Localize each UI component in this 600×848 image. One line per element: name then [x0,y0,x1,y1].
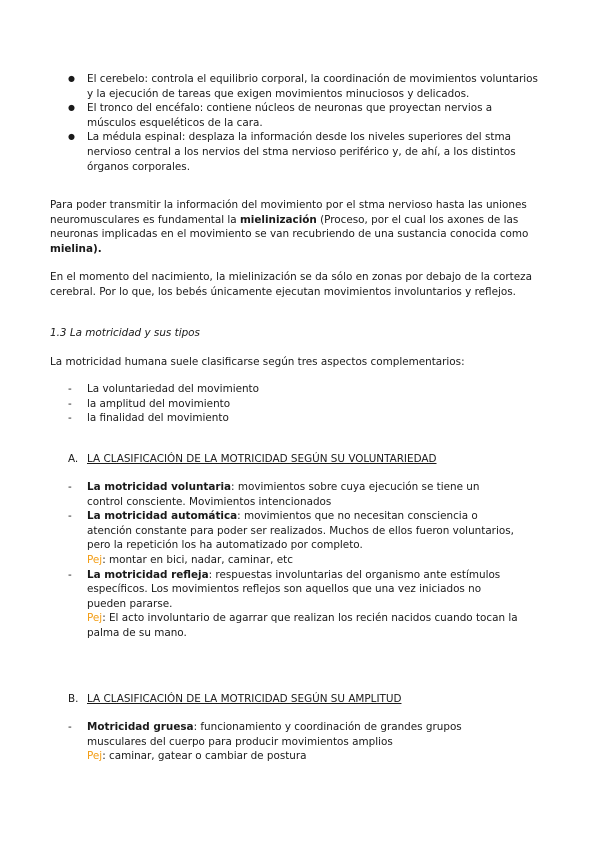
list-item-text: El tronco del encéfalo: contiene núcleos de neuronas que proyectan nervios a músculos esqueléticos de la cara. [87,102,493,129]
definition: : movimientos sobre cuya ejecución se tiene un control consciente. Movimientos intencionados [87,481,480,508]
term: La motricidad refleja [87,568,209,581]
heading-letter: A. [68,453,79,465]
term: La motricidad automática [87,510,238,523]
voluntariedad-list [68,480,518,641]
bullet-icon: ● [68,132,75,142]
bullet-icon: ● [68,74,75,83]
dash-icon: - [68,721,72,733]
intro-paragraph: La motricidad humana suele clasificarse según tres aspectos complementarios: [50,356,465,368]
aspects-list [68,382,518,426]
dash-icon: - [68,510,72,523]
list-item [68,411,518,426]
bold-term: mielina). [50,242,102,255]
definition: : funcionamiento y coordinación de grandes grupos musculares del cuerpo para producir movimientos amplios [87,721,462,748]
section-title: 1.3 La motricidad y sus tipos [50,327,200,339]
list-item-text: la amplitud del movimiento [87,397,231,410]
example-text: : caminar, gatear o cambiar de postura [102,750,307,763]
paragraph-text: Para poder transmitir la información del movimiento por el stma nervioso hasta las uniones neuromusculares es fundamental la [50,199,527,226]
example-label: Pej [87,750,103,763]
list-item [68,101,538,130]
list-item [68,509,518,567]
dash-icon: - [68,383,72,395]
list-item-text: La médula espinal: desplaza la información desde los niveles superiores del stma nervioso central a los nervios del stma nervioso periférico y, de ahí, a los distintos órganos corporales. [87,131,516,173]
list-item [68,480,518,509]
list-item [68,382,518,397]
heading-text: LA CLASIFICACIÓN DE LA MOTRICIDAD SEGÚN SU AMPLITUD [87,693,402,705]
dash-icon: - [68,397,72,410]
nacimiento-paragraph: En el momento del nacimiento, la mielinización se da sólo en zonas por debajo de la corteza cerebral. Por lo que, los bebés únicamente ejecutan movimientos involuntarios y reflejos. [50,271,532,298]
dash-icon: - [68,412,72,425]
definition: : respuestas involuntarias del organismo ante estímulos específicos. Los movimientos reflejos son aquellos que una vez iniciados no pueden pararse. [87,568,501,610]
list-item [68,568,518,641]
amplitud-list [68,720,518,764]
list-item [68,720,518,764]
definition: : movimientos que no necesitan consciencia o atención constante para poder ser realizados. Muchos de ellos fueron voluntarios, pero la repetición los ha automatizado por completo. [87,510,514,552]
example-text: : montar en bici, nadar, caminar, etc [102,553,293,566]
example-label: Pej [87,553,103,566]
heading-text: LA CLASIFICACIÓN DE LA MOTRICIDAD SEGÚN SU VOLUNTARIEDAD [87,453,437,465]
dash-icon: - [68,481,72,493]
list-item [68,397,518,412]
list-item-text: La voluntariedad del movimiento [87,383,259,395]
term: La motricidad voluntaria [87,481,232,493]
paragraph-text: (Proceso, por el cual los axones de las neuronas implicadas en el movimiento se van recubriendo de una sustancia conocida como [50,213,529,241]
brain-structures-list [68,72,538,174]
list-item [68,72,538,101]
list-item-text: El cerebelo: controla el equilibrio corporal, la coordinación de movimientos voluntarios y la ejecución de tareas que exigen movimientos minuciosos y delicados. [87,73,538,100]
list-item-text: la finalidad del movimiento [87,412,229,425]
heading-letter: B. [68,693,79,705]
heading-a [68,452,538,467]
list-item [68,130,538,174]
bold-term: mielinización [239,213,317,226]
example-text: : El acto involuntario de agarrar que realizan los recién nacidos cuando tocan la palma de su mano. [87,612,518,639]
heading-b [68,692,538,707]
bullet-icon: ● [68,103,75,113]
term: Motricidad gruesa [87,721,194,733]
example-label: Pej [87,612,103,625]
dash-icon: - [68,568,72,581]
mielinizacion-paragraph [50,198,550,256]
